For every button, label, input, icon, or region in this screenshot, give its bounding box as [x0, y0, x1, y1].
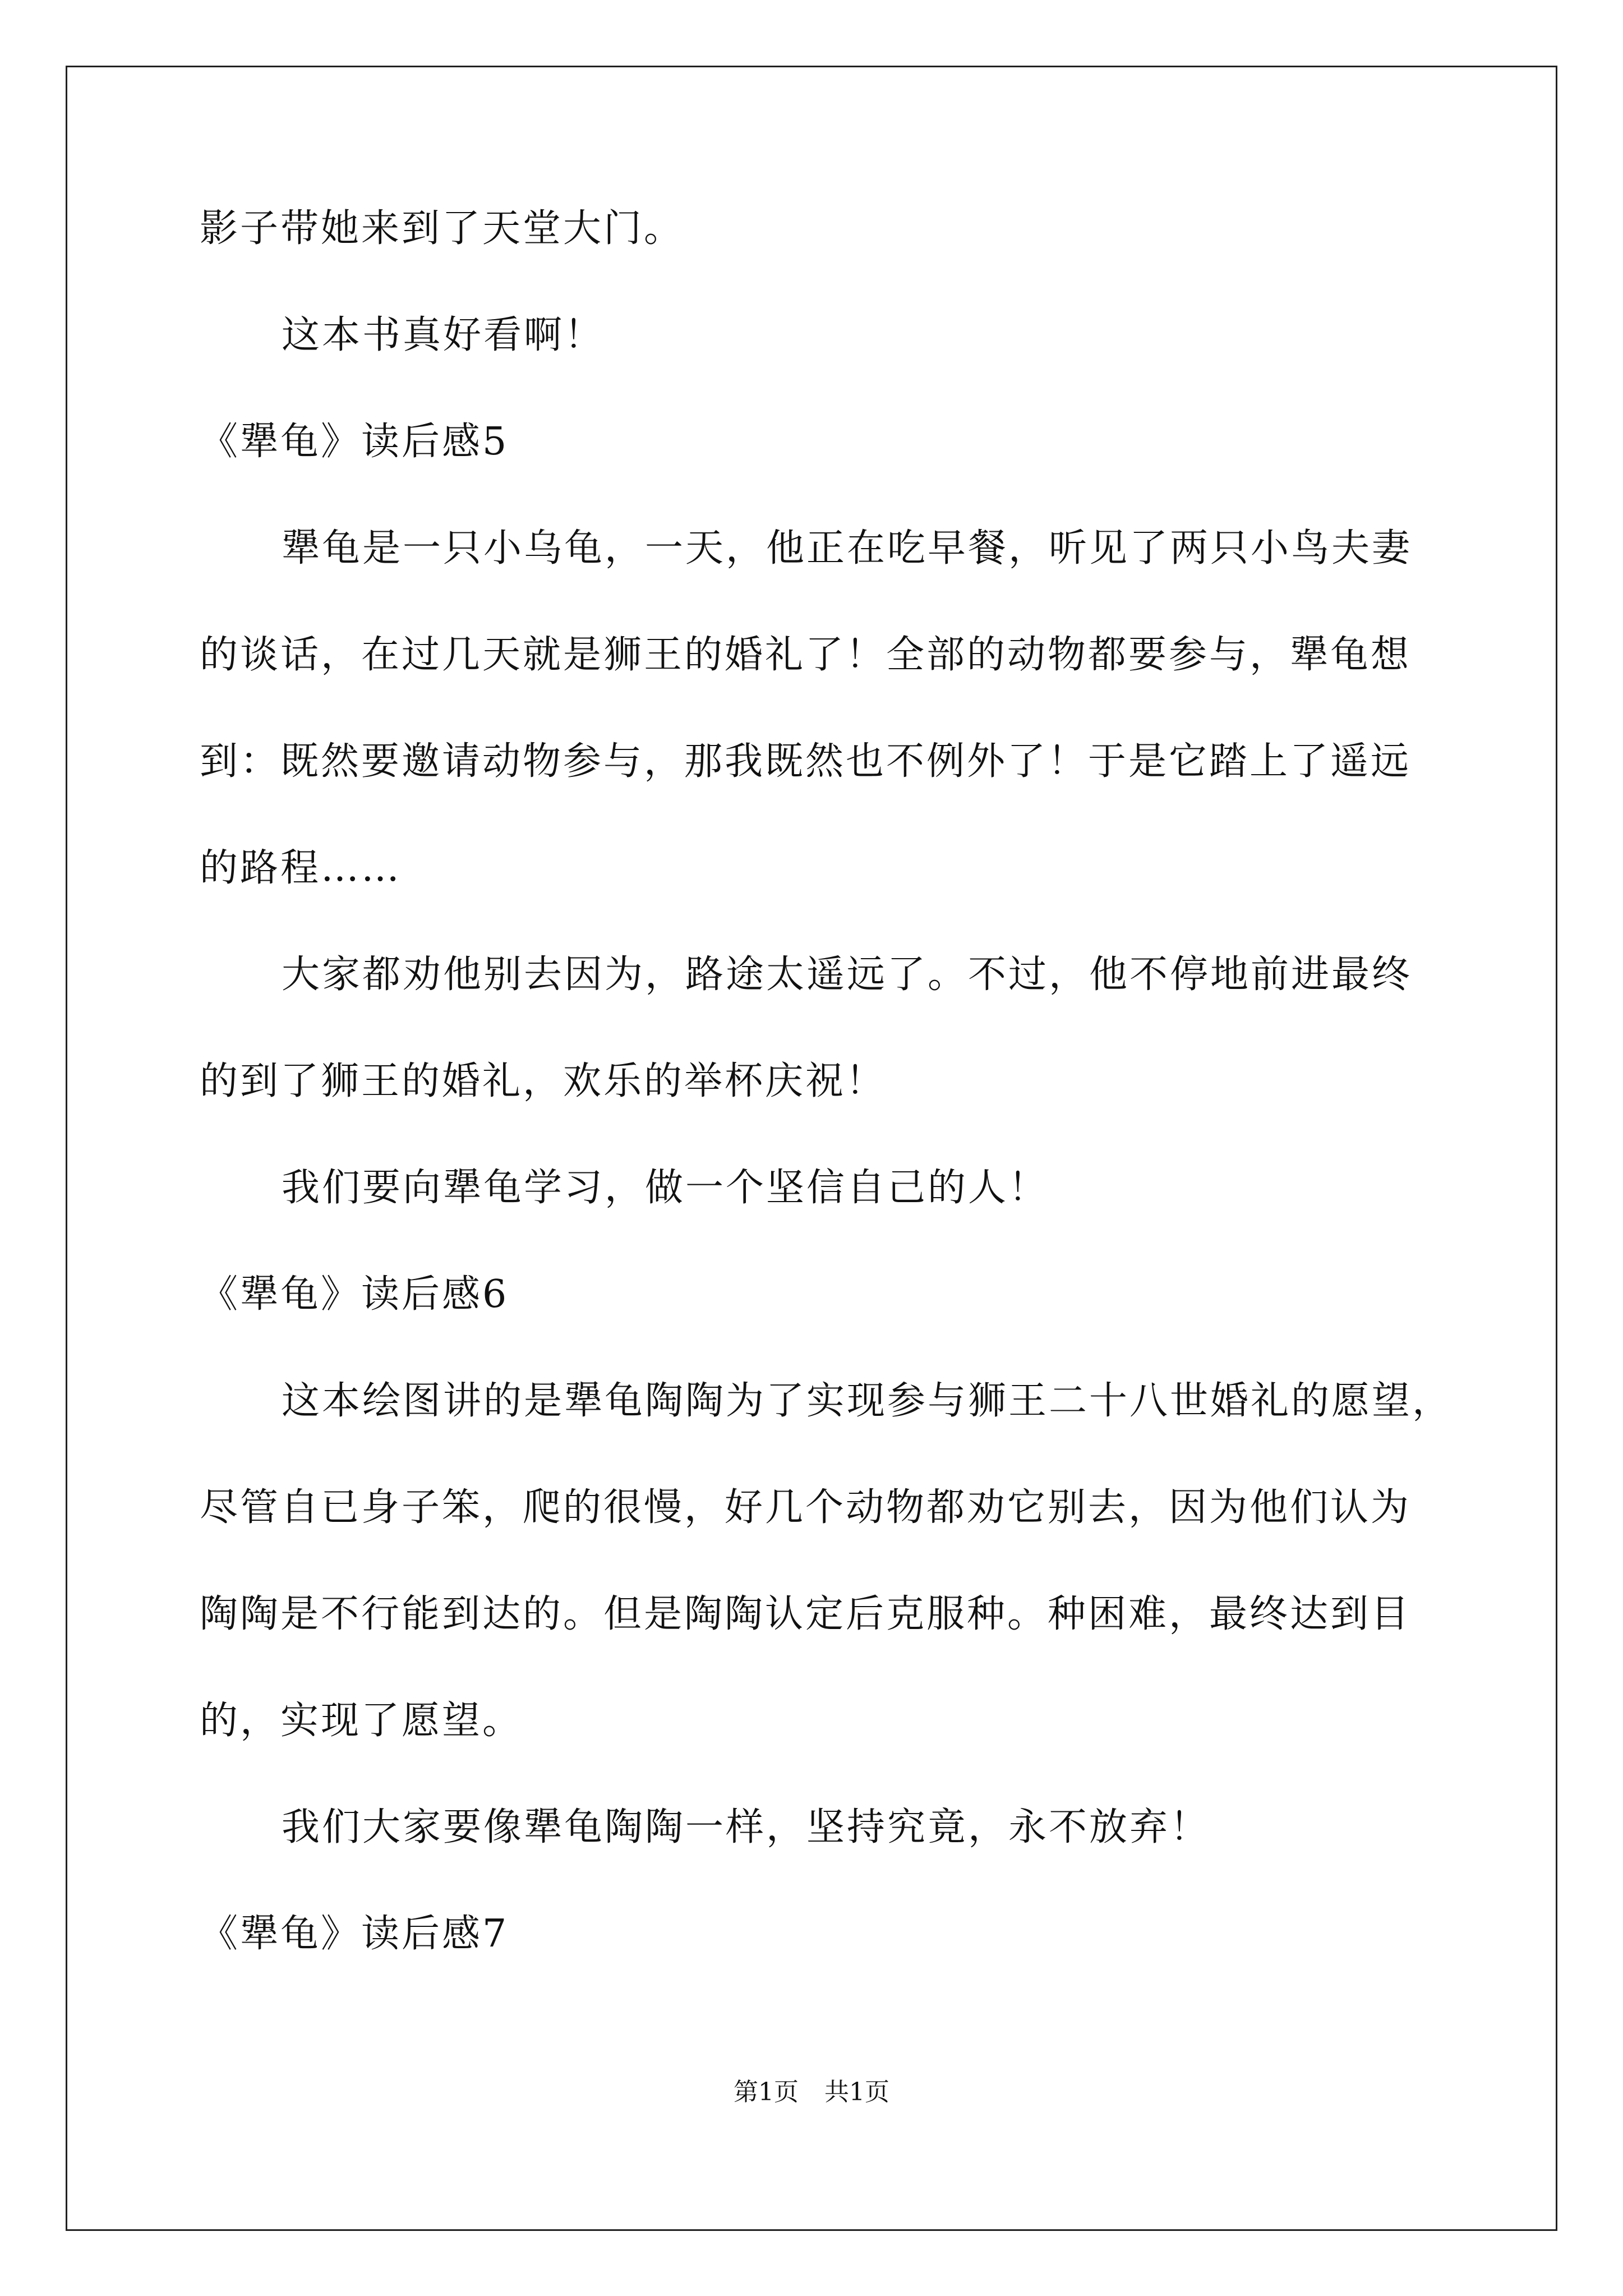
paragraph-line: 的到了狮王的婚礼，欢乐的举杯庆祝！ — [200, 1059, 887, 1103]
paragraph-line: 我们大家要像犟龟陶陶一样，坚持究竟，永不放弃！ — [282, 1805, 1211, 1849]
paragraph-line: 我们要向犟龟学习，做一个坚信自己的人！ — [282, 1166, 1049, 1210]
section-heading: 《犟龟》读后感6 — [200, 1272, 509, 1317]
page-border — [66, 66, 1557, 2231]
paragraph-line: 这本绘图讲的是犟龟陶陶为了实现参与狮王二十八世婚礼的愿望， — [282, 1379, 1453, 1423]
section-heading: 《犟龟》读后感5 — [200, 420, 509, 464]
paragraph-line: 的，实现了愿望。 — [200, 1699, 523, 1743]
paragraph-line: 影子带她来到了天堂大门。 — [200, 206, 685, 251]
paragraph-line: 陶陶是不行能到达的。但是陶陶认定后克服种。种困难，最终达到目 — [200, 1592, 1412, 1636]
page-footer — [0, 2076, 1623, 2109]
paragraph-line: 的路程…… — [200, 846, 402, 890]
page-total: 共1页 — [824, 2078, 889, 2106]
page-number: 第1页 — [734, 2078, 799, 2106]
paragraph-line: 大家都劝他别去因为，路途太遥远了。不过，他不停地前进最终 — [282, 953, 1413, 997]
paragraph-line: 这本书真好看啊！ — [282, 313, 605, 357]
paragraph-line: 尽管自已身子笨，爬的很慢，好几个动物都劝它别去，因为他们认为 — [200, 1485, 1412, 1530]
paragraph-line: 犟龟是一只小乌龟，一天，他正在吃早餐，听见了两只小鸟夫妻 — [282, 526, 1413, 570]
paragraph-line: 的谈话，在过几天就是狮王的婚礼了！全部的动物都要参与，犟龟想 — [200, 633, 1412, 677]
section-heading: 《犟龟》读后感7 — [200, 1912, 509, 1956]
paragraph-line: 到：既然要邀请动物参与，那我既然也不例外了！于是它踏上了遥远 — [200, 739, 1412, 784]
